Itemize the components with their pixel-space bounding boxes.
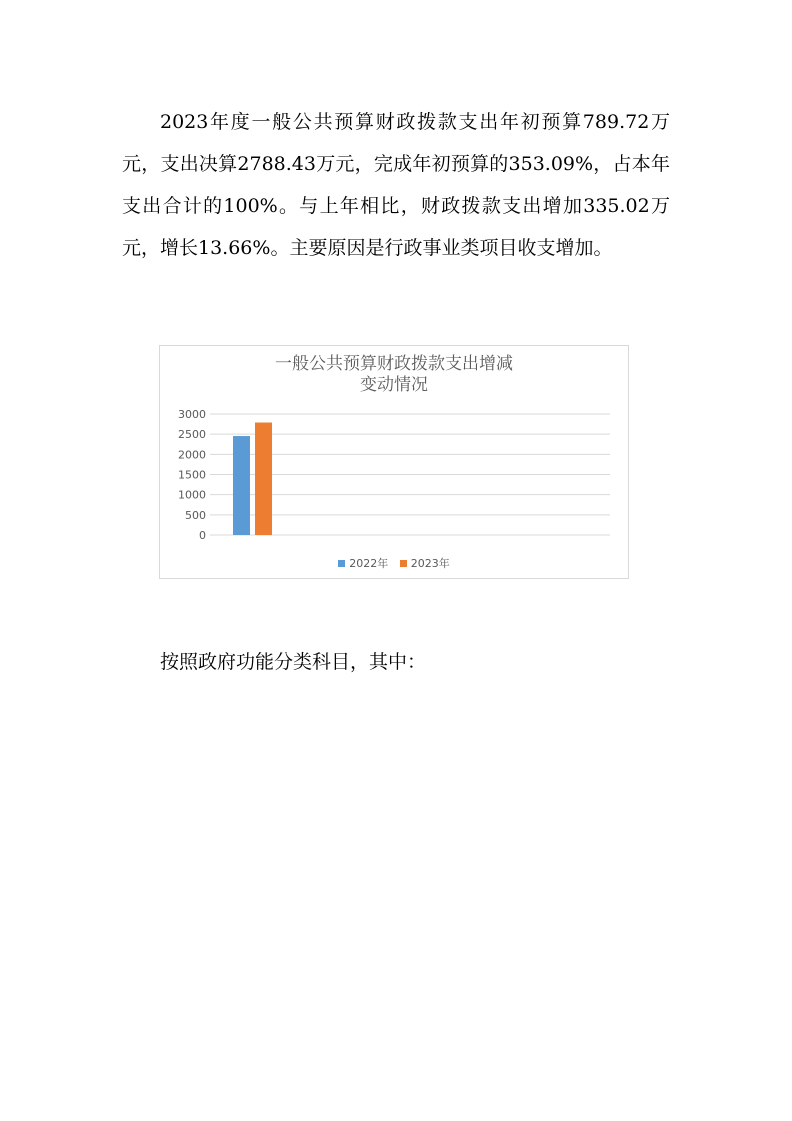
legend-label-2022: 2022年 (349, 557, 389, 570)
y-tick-label: 1500 (178, 468, 206, 482)
chart-plot (160, 346, 628, 578)
y-tick-label: 3000 (178, 408, 206, 421)
y-tick-label: 1000 (178, 488, 206, 502)
legend-swatch-2023 (400, 560, 407, 567)
bar-2023年 (255, 423, 272, 535)
body-paragraph-expenditure: 2023年度一般公共预算财政拨款支出年初预算789.72万元，支出决算2788.43万元，完成年初预算的353.09%，占本年支出合计的100%。与上年相比，财政拨款支出增加335.02万元，增长13.66%。主要原因是行政事业类项目收支增加。 (122, 111, 670, 259)
expenditure-change-chart (159, 345, 629, 579)
y-tick-label: 0 (199, 529, 206, 542)
body-paragraph-classification: 按照政府功能分类科目，其中： (160, 651, 427, 673)
legend-item-2023 (400, 555, 450, 571)
chart-legend (160, 555, 628, 571)
chart-title-line-2: 变动情况 (360, 375, 428, 395)
legend-item-2022 (338, 555, 388, 571)
chart-title-line-1: 一般公共预算财政拨款支出增减 (275, 354, 513, 374)
y-tick-label: 500 (185, 508, 206, 522)
y-tick-label: 2500 (178, 428, 206, 442)
y-tick-label: 2000 (178, 448, 206, 462)
legend-label-2023: 2023年 (410, 557, 450, 570)
legend-swatch-2022 (338, 560, 345, 567)
bar-2022年 (233, 436, 250, 535)
